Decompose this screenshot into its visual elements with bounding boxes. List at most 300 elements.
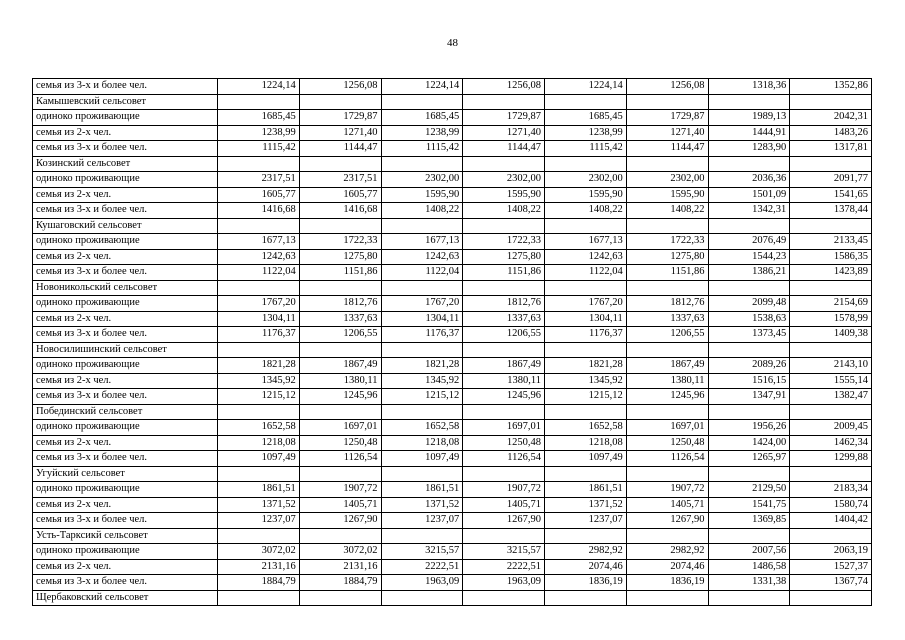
value-cell — [708, 94, 790, 110]
value-cell: 1578,99 — [790, 311, 872, 327]
value-cell — [463, 404, 545, 420]
value-cell: 1371,52 — [218, 497, 300, 513]
value-cell: 1215,12 — [381, 389, 463, 405]
section-name: Козинский сельсовет — [33, 156, 218, 172]
value-cell: 1304,11 — [381, 311, 463, 327]
value-cell: 1126,54 — [463, 451, 545, 467]
value-cell — [381, 156, 463, 172]
value-cell: 1275,80 — [463, 249, 545, 265]
value-cell: 1907,72 — [626, 482, 708, 498]
value-cell — [790, 94, 872, 110]
value-cell: 1685,45 — [218, 110, 300, 126]
value-cell: 1151,86 — [463, 265, 545, 281]
value-cell: 1989,13 — [708, 110, 790, 126]
value-cell — [463, 218, 545, 234]
value-cell: 2089,26 — [708, 358, 790, 374]
value-cell: 1861,51 — [545, 482, 627, 498]
row-label: семья из 3-х и более чел. — [33, 513, 218, 529]
value-cell — [790, 156, 872, 172]
value-cell: 2091,77 — [790, 172, 872, 188]
section-header-row — [33, 342, 872, 358]
value-cell: 1342,31 — [708, 203, 790, 219]
value-cell: 1250,48 — [463, 435, 545, 451]
row-label: семья из 2-х чел. — [33, 435, 218, 451]
value-cell — [708, 404, 790, 420]
value-cell: 2317,51 — [299, 172, 381, 188]
value-cell: 1122,04 — [381, 265, 463, 281]
table-row — [33, 575, 872, 591]
value-cell: 2129,50 — [708, 482, 790, 498]
table-row — [33, 513, 872, 529]
value-cell — [545, 156, 627, 172]
value-cell: 1595,90 — [626, 187, 708, 203]
tariff-table — [32, 78, 872, 606]
value-cell: 2074,46 — [626, 559, 708, 575]
row-label: одиноко проживающие — [33, 296, 218, 312]
value-cell: 1595,90 — [545, 187, 627, 203]
value-cell: 1126,54 — [626, 451, 708, 467]
row-label: семья из 2-х чел. — [33, 187, 218, 203]
table-row — [33, 79, 872, 95]
value-cell: 1652,58 — [218, 420, 300, 436]
row-label: семья из 3-х и более чел. — [33, 141, 218, 157]
section-header-row — [33, 590, 872, 606]
value-cell: 1345,92 — [218, 373, 300, 389]
value-cell — [708, 280, 790, 296]
value-cell — [381, 590, 463, 606]
value-cell: 1271,40 — [626, 125, 708, 141]
value-cell: 1408,22 — [381, 203, 463, 219]
table-row — [33, 497, 872, 513]
value-cell: 1861,51 — [381, 482, 463, 498]
value-cell: 1126,54 — [299, 451, 381, 467]
value-cell — [299, 94, 381, 110]
value-cell — [790, 404, 872, 420]
value-cell: 1304,11 — [545, 311, 627, 327]
value-cell: 1821,28 — [545, 358, 627, 374]
value-cell: 1238,99 — [545, 125, 627, 141]
value-cell: 1242,63 — [218, 249, 300, 265]
value-cell — [545, 466, 627, 482]
value-cell: 1677,13 — [545, 234, 627, 250]
row-label: одиноко проживающие — [33, 544, 218, 560]
value-cell: 1729,87 — [299, 110, 381, 126]
value-cell: 2183,34 — [790, 482, 872, 498]
value-cell: 1283,90 — [708, 141, 790, 157]
row-label: семья из 2-х чел. — [33, 125, 218, 141]
row-label: семья из 3-х и более чел. — [33, 203, 218, 219]
value-cell: 1380,11 — [626, 373, 708, 389]
table-row — [33, 265, 872, 281]
section-header-row — [33, 280, 872, 296]
value-cell: 2063,19 — [790, 544, 872, 560]
value-cell — [708, 590, 790, 606]
value-cell: 1812,76 — [463, 296, 545, 312]
value-cell — [463, 94, 545, 110]
table-row — [33, 327, 872, 343]
table-row — [33, 203, 872, 219]
value-cell: 1299,88 — [790, 451, 872, 467]
value-cell: 2982,92 — [626, 544, 708, 560]
value-cell: 1371,52 — [545, 497, 627, 513]
table-row — [33, 125, 872, 141]
value-cell: 1238,99 — [218, 125, 300, 141]
value-cell: 1405,71 — [463, 497, 545, 513]
value-cell — [218, 404, 300, 420]
value-cell — [218, 280, 300, 296]
value-cell: 1206,55 — [463, 327, 545, 343]
value-cell: 1652,58 — [545, 420, 627, 436]
value-cell: 1812,76 — [299, 296, 381, 312]
value-cell: 2222,51 — [463, 559, 545, 575]
value-cell: 1404,42 — [790, 513, 872, 529]
value-cell — [790, 466, 872, 482]
value-cell: 1176,37 — [218, 327, 300, 343]
value-cell: 1367,74 — [790, 575, 872, 591]
value-cell — [218, 218, 300, 234]
value-cell: 1242,63 — [381, 249, 463, 265]
table-row — [33, 358, 872, 374]
value-cell: 1151,86 — [299, 265, 381, 281]
value-cell — [218, 156, 300, 172]
value-cell: 1501,09 — [708, 187, 790, 203]
value-cell: 1963,09 — [381, 575, 463, 591]
value-cell: 2154,69 — [790, 296, 872, 312]
value-cell: 1767,20 — [545, 296, 627, 312]
value-cell — [708, 156, 790, 172]
value-cell: 1867,49 — [463, 358, 545, 374]
value-cell: 1245,96 — [626, 389, 708, 405]
value-cell — [381, 218, 463, 234]
value-cell: 1237,07 — [381, 513, 463, 529]
value-cell: 1595,90 — [381, 187, 463, 203]
value-cell: 1652,58 — [381, 420, 463, 436]
value-cell — [299, 590, 381, 606]
value-cell: 3215,57 — [381, 544, 463, 560]
value-cell: 1729,87 — [463, 110, 545, 126]
value-cell — [381, 280, 463, 296]
value-cell: 2007,56 — [708, 544, 790, 560]
value-cell — [299, 528, 381, 544]
value-cell — [790, 528, 872, 544]
value-cell — [381, 404, 463, 420]
value-cell — [545, 528, 627, 544]
row-label: семья из 2-х чел. — [33, 559, 218, 575]
section-name: Усть-Тарксикй сельсовет — [33, 528, 218, 544]
value-cell: 1224,14 — [218, 79, 300, 95]
value-cell — [299, 156, 381, 172]
table-row — [33, 311, 872, 327]
value-cell: 1218,08 — [381, 435, 463, 451]
value-cell: 1405,71 — [299, 497, 381, 513]
row-label: семья из 3-х и более чел. — [33, 575, 218, 591]
value-cell: 1206,55 — [626, 327, 708, 343]
value-cell: 1242,63 — [545, 249, 627, 265]
value-cell — [545, 590, 627, 606]
page-number: 48 — [447, 37, 458, 49]
row-label: семья из 2-х чел. — [33, 311, 218, 327]
value-cell: 1097,49 — [218, 451, 300, 467]
value-cell: 1423,89 — [790, 265, 872, 281]
value-cell: 1424,00 — [708, 435, 790, 451]
value-cell: 1215,12 — [218, 389, 300, 405]
value-cell: 1331,38 — [708, 575, 790, 591]
value-cell: 1238,99 — [381, 125, 463, 141]
value-cell — [790, 342, 872, 358]
table-row — [33, 234, 872, 250]
value-cell: 1416,68 — [299, 203, 381, 219]
value-cell: 1380,11 — [299, 373, 381, 389]
value-cell — [299, 280, 381, 296]
value-cell: 1555,14 — [790, 373, 872, 389]
value-cell — [299, 404, 381, 420]
value-cell — [626, 156, 708, 172]
row-label: семья из 3-х и более чел. — [33, 327, 218, 343]
row-label: одиноко проживающие — [33, 172, 218, 188]
value-cell: 2302,00 — [381, 172, 463, 188]
row-label: семья из 2-х чел. — [33, 497, 218, 513]
table-row — [33, 482, 872, 498]
value-cell: 1722,33 — [299, 234, 381, 250]
value-cell: 1697,01 — [463, 420, 545, 436]
value-cell: 1256,08 — [626, 79, 708, 95]
value-cell: 1516,15 — [708, 373, 790, 389]
row-label: семья из 2-х чел. — [33, 373, 218, 389]
table-row — [33, 435, 872, 451]
section-header-row — [33, 218, 872, 234]
value-cell — [626, 218, 708, 234]
value-cell: 1486,58 — [708, 559, 790, 575]
value-cell — [545, 342, 627, 358]
section-header-row — [33, 466, 872, 482]
value-cell: 1605,77 — [299, 187, 381, 203]
value-cell: 1538,63 — [708, 311, 790, 327]
value-cell: 2074,46 — [545, 559, 627, 575]
value-cell — [790, 590, 872, 606]
value-cell: 1215,12 — [545, 389, 627, 405]
value-cell — [381, 342, 463, 358]
value-cell: 1265,97 — [708, 451, 790, 467]
value-cell: 1380,11 — [463, 373, 545, 389]
section-name: Побединский сельсовет — [33, 404, 218, 420]
value-cell — [463, 590, 545, 606]
value-cell — [708, 342, 790, 358]
value-cell: 1250,48 — [299, 435, 381, 451]
value-cell: 1677,13 — [218, 234, 300, 250]
row-label: одиноко проживающие — [33, 482, 218, 498]
row-label: семья из 3-х и более чел. — [33, 451, 218, 467]
section-header-row — [33, 404, 872, 420]
table-row — [33, 141, 872, 157]
table-row — [33, 110, 872, 126]
value-cell: 1541,75 — [708, 497, 790, 513]
value-cell: 1345,92 — [381, 373, 463, 389]
value-cell: 2131,16 — [218, 559, 300, 575]
value-cell: 1408,22 — [545, 203, 627, 219]
value-cell — [626, 94, 708, 110]
value-cell: 2076,49 — [708, 234, 790, 250]
value-cell: 1821,28 — [218, 358, 300, 374]
value-cell: 1722,33 — [626, 234, 708, 250]
value-cell: 1677,13 — [381, 234, 463, 250]
row-label: одиноко проживающие — [33, 420, 218, 436]
value-cell: 1144,47 — [299, 141, 381, 157]
value-cell: 1836,19 — [545, 575, 627, 591]
value-cell: 1378,44 — [790, 203, 872, 219]
value-cell: 1347,91 — [708, 389, 790, 405]
value-cell — [545, 218, 627, 234]
value-cell — [463, 466, 545, 482]
value-cell: 2302,00 — [545, 172, 627, 188]
value-cell — [626, 466, 708, 482]
value-cell: 2317,51 — [218, 172, 300, 188]
table-row — [33, 559, 872, 575]
value-cell: 1767,20 — [381, 296, 463, 312]
value-cell: 1371,52 — [381, 497, 463, 513]
table-row — [33, 389, 872, 405]
value-cell — [545, 404, 627, 420]
value-cell: 1267,90 — [626, 513, 708, 529]
value-cell: 1122,04 — [545, 265, 627, 281]
value-cell: 1685,45 — [545, 110, 627, 126]
value-cell: 1176,37 — [381, 327, 463, 343]
table-row — [33, 172, 872, 188]
section-name: Кушаговский сельсовет — [33, 218, 218, 234]
value-cell: 1409,38 — [790, 327, 872, 343]
value-cell: 2099,48 — [708, 296, 790, 312]
value-cell: 1408,22 — [626, 203, 708, 219]
value-cell: 1907,72 — [299, 482, 381, 498]
table-row — [33, 544, 872, 560]
table-row — [33, 187, 872, 203]
row-label: одиноко проживающие — [33, 234, 218, 250]
value-cell: 1267,90 — [463, 513, 545, 529]
value-cell: 1271,40 — [463, 125, 545, 141]
value-cell: 1580,74 — [790, 497, 872, 513]
value-cell: 1275,80 — [626, 249, 708, 265]
value-cell: 1382,47 — [790, 389, 872, 405]
value-cell: 1685,45 — [381, 110, 463, 126]
value-cell — [463, 528, 545, 544]
value-cell: 1373,45 — [708, 327, 790, 343]
value-cell: 1767,20 — [218, 296, 300, 312]
value-cell — [626, 404, 708, 420]
value-cell: 1861,51 — [218, 482, 300, 498]
value-cell: 1122,04 — [218, 265, 300, 281]
value-cell: 1483,26 — [790, 125, 872, 141]
row-label: одиноко проживающие — [33, 358, 218, 374]
value-cell: 1867,49 — [626, 358, 708, 374]
value-cell: 1176,37 — [545, 327, 627, 343]
section-name: Угуйский сельсовет — [33, 466, 218, 482]
value-cell: 1250,48 — [626, 435, 708, 451]
value-cell — [299, 342, 381, 358]
value-cell: 1097,49 — [381, 451, 463, 467]
value-cell: 1544,23 — [708, 249, 790, 265]
value-cell: 1115,42 — [381, 141, 463, 157]
value-cell: 1317,81 — [790, 141, 872, 157]
value-cell: 1256,08 — [463, 79, 545, 95]
value-cell: 1408,22 — [463, 203, 545, 219]
value-cell: 1151,86 — [626, 265, 708, 281]
value-cell: 2302,00 — [463, 172, 545, 188]
value-cell: 1218,08 — [545, 435, 627, 451]
value-cell: 1345,92 — [545, 373, 627, 389]
value-cell: 3072,02 — [218, 544, 300, 560]
table-row — [33, 249, 872, 265]
table-body — [33, 79, 872, 606]
value-cell — [545, 280, 627, 296]
table-row — [33, 296, 872, 312]
value-cell — [790, 218, 872, 234]
value-cell: 2036,36 — [708, 172, 790, 188]
value-cell: 1237,07 — [545, 513, 627, 529]
value-cell — [299, 466, 381, 482]
value-cell: 1697,01 — [626, 420, 708, 436]
value-cell: 1697,01 — [299, 420, 381, 436]
section-name: Новосилишинский сельсовет — [33, 342, 218, 358]
row-label: семья из 2-х чел. — [33, 249, 218, 265]
value-cell — [381, 528, 463, 544]
value-cell — [708, 218, 790, 234]
value-cell: 1224,14 — [545, 79, 627, 95]
value-cell: 3215,57 — [463, 544, 545, 560]
value-cell: 1267,90 — [299, 513, 381, 529]
section-name: Камышевский сельсовет — [33, 94, 218, 110]
row-label: семья из 3-х и более чел. — [33, 79, 218, 95]
value-cell — [218, 466, 300, 482]
value-cell — [626, 590, 708, 606]
value-cell — [626, 280, 708, 296]
value-cell: 1115,42 — [545, 141, 627, 157]
value-cell — [218, 94, 300, 110]
value-cell — [381, 94, 463, 110]
value-cell: 1405,71 — [626, 497, 708, 513]
value-cell — [545, 94, 627, 110]
value-cell: 3072,02 — [299, 544, 381, 560]
value-cell: 1586,35 — [790, 249, 872, 265]
value-cell: 1271,40 — [299, 125, 381, 141]
value-cell: 1416,68 — [218, 203, 300, 219]
value-cell: 1595,90 — [463, 187, 545, 203]
section-header-row — [33, 94, 872, 110]
value-cell: 1729,87 — [626, 110, 708, 126]
value-cell — [218, 528, 300, 544]
value-cell: 1318,36 — [708, 79, 790, 95]
value-cell: 1722,33 — [463, 234, 545, 250]
value-cell: 2009,45 — [790, 420, 872, 436]
value-cell: 1337,63 — [299, 311, 381, 327]
table-row — [33, 373, 872, 389]
value-cell — [299, 218, 381, 234]
value-cell — [463, 342, 545, 358]
value-cell: 1115,42 — [218, 141, 300, 157]
value-cell: 2143,10 — [790, 358, 872, 374]
value-cell: 1884,79 — [299, 575, 381, 591]
value-cell: 1218,08 — [218, 435, 300, 451]
value-cell: 1245,96 — [299, 389, 381, 405]
value-cell: 1144,47 — [626, 141, 708, 157]
value-cell: 2302,00 — [626, 172, 708, 188]
section-header-row — [33, 156, 872, 172]
row-label: семья из 3-х и более чел. — [33, 265, 218, 281]
value-cell: 1237,07 — [218, 513, 300, 529]
section-name: Новоникольский сельсовет — [33, 280, 218, 296]
row-label: одиноко проживающие — [33, 110, 218, 126]
value-cell: 1369,85 — [708, 513, 790, 529]
value-cell: 2042,31 — [790, 110, 872, 126]
value-cell — [463, 156, 545, 172]
